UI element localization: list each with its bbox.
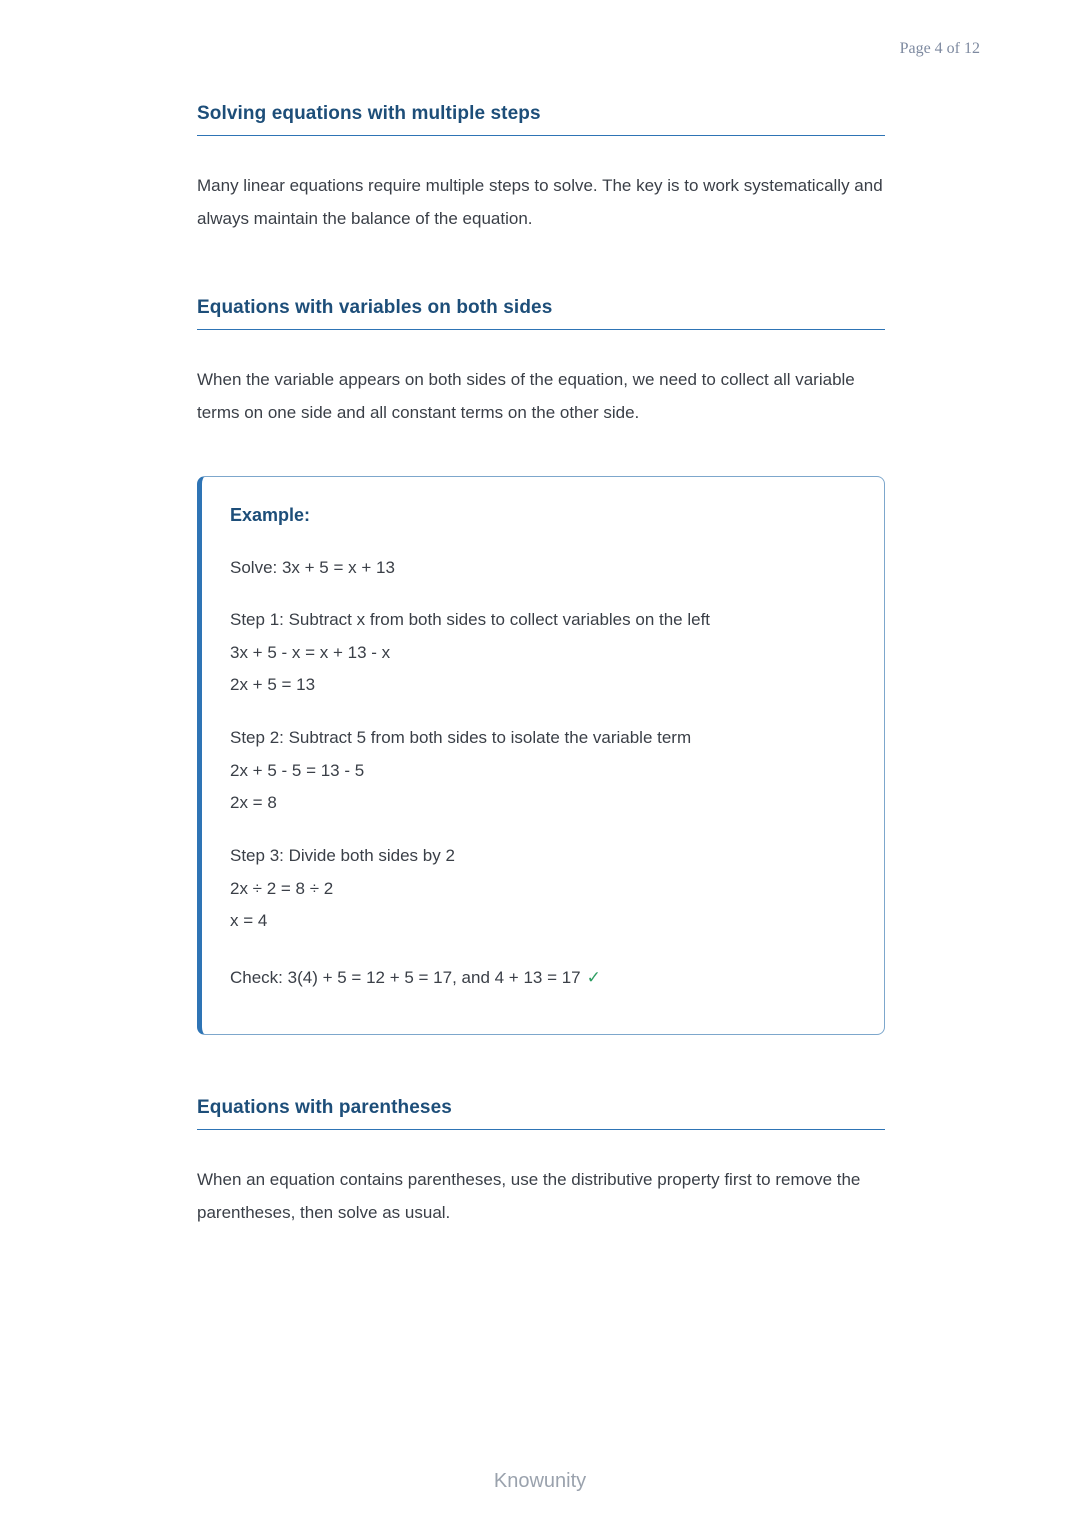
step-title: Step 2: Subtract 5 from both sides to isolate the variable term [230,728,692,747]
page-content [197,0,885,1230]
checkmark-icon: ✓ [586,967,601,987]
heading-rule [197,135,885,136]
section-title: Solving equations with multiple steps [197,103,541,124]
example-label: Example: [230,504,311,525]
section-title: Equations with variables on both sides [197,297,553,319]
section-body: When the variable appears on both sides of the equation, we need to collect all variable terms on one side and all constant terms on the other side. [197,370,855,422]
heading-rule [197,1129,885,1130]
step-line: 2x = 8 [230,793,277,813]
step-title: Step 3: Divide both sides by 2 [230,845,455,865]
step-line: 2x ÷ 2 = 8 ÷ 2 [230,878,334,898]
example-step-1 [230,604,854,702]
section-body-block [197,1164,885,1229]
section-body-block [197,170,885,235]
check-line [230,962,854,995]
example-check-block [230,962,854,995]
example-step-2 [230,722,854,820]
section-title: Equations with parentheses [197,1097,452,1119]
step-title: Step 1: Subtract x from both sides to collect variables on the left [230,610,711,630]
section-body: Many linear equations require multiple steps to solve. The key is to work systematically and always maintain the balance of the equation. [197,176,883,228]
section-body-block [197,364,885,429]
check-text: Check: 3(4) + 5 = 12 + 5 = 17, and 4 + 13 = 17 [230,967,581,987]
section-multiple-steps [197,103,885,136]
example-box [197,476,885,1036]
step-line: 3x + 5 - x = x + 13 - x [230,642,391,662]
step-line: 2x + 5 = 13 [230,675,316,695]
footer-brand: Knowunity [493,1470,587,1492]
step-line: 2x + 5 - 5 = 13 - 5 [230,760,365,780]
page-number: Page 4 of 12 [899,40,980,57]
example-step-3 [230,840,854,938]
section-body: When an equation contains parentheses, use the distributive property first to remove the parentheses, then solve as usual. [197,1170,861,1222]
section-variables-both-sides [197,297,885,330]
step-line: x = 4 [230,911,268,931]
heading-rule [197,329,885,330]
section-parentheses [197,1097,885,1130]
example-problem: Solve: 3x + 5 = x + 13 [230,557,395,577]
